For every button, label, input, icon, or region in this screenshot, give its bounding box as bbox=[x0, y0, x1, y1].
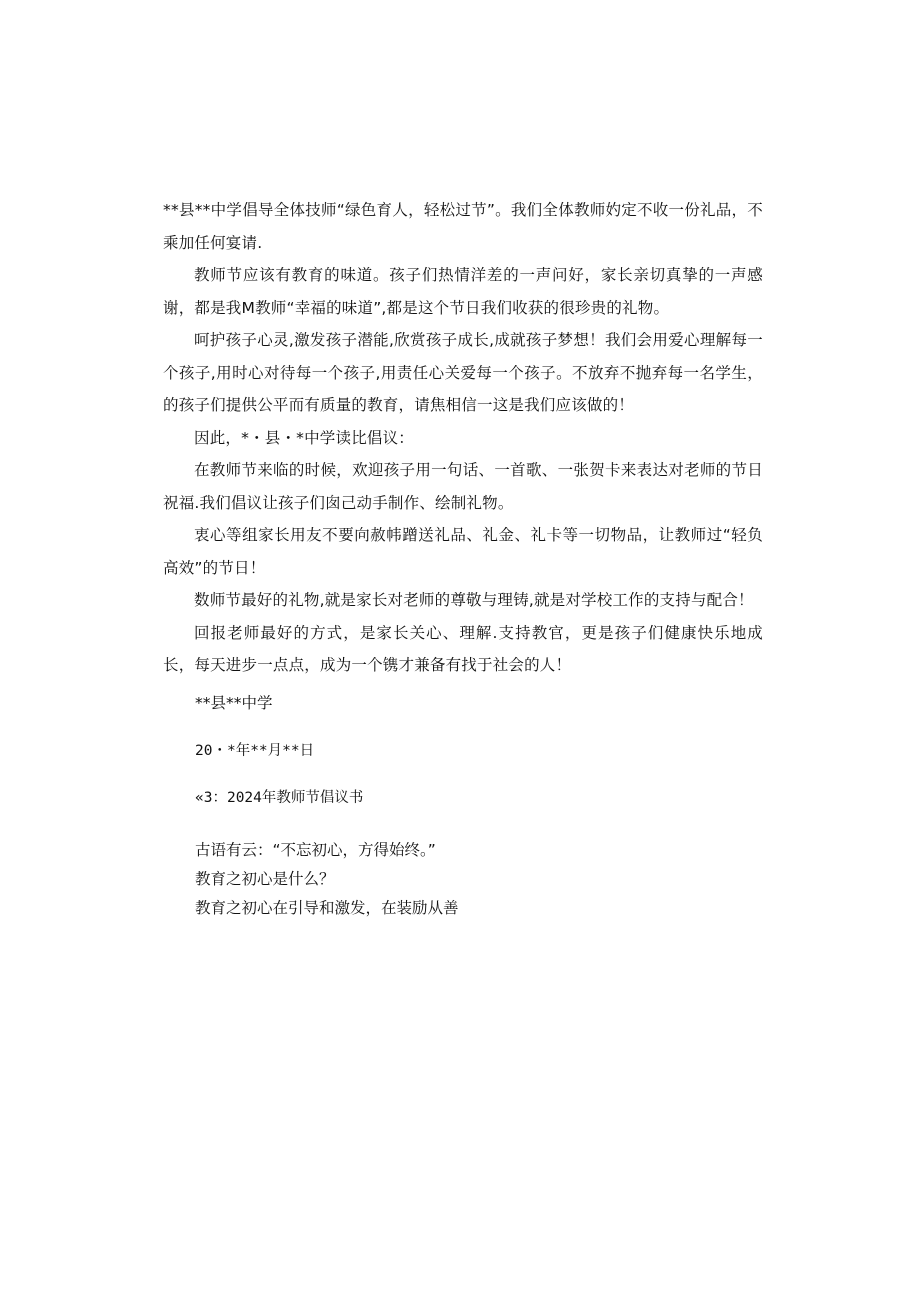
paragraph-8: 回报老师最好的方式，是家长关心、理解.支持教官，更是孩子们健康快乐地成长，每天进步一点点，成为一个镌才兼备有找于社会的人！ bbox=[163, 623, 763, 674]
paragraph-3: 呵护孩子心灵,激发孩子潜能,欣赏孩子成长,成就孩子梦想！我们会用爱心理解每一个孩子,用时心对待每一个孩子,用责任心关爱每一个孩子。不放弃不抛弃每一名学生，的孩子们提供公平而有质量的教育，请焦相信一这是我们应该做的！ bbox=[163, 331, 763, 414]
paragraph-2: 教师节应该有教育的味道。孩子们热情洋差的一声问好，家长亲切真挚的一声感谢，都是我M教师“幸福的味道”,都是这个节日我们收获的很珍贵的礼物。 bbox=[163, 266, 763, 317]
next-section-heading: «3：2024年教师节倡议书 bbox=[195, 789, 364, 806]
paragraph-4: 因此，*・县・*中学读比倡议： bbox=[194, 428, 415, 447]
tail-line-3: 教育之初心在引导和激发，在装励从善 bbox=[195, 898, 459, 917]
signature-date: 20・*年**月**日 bbox=[195, 742, 315, 759]
document-body bbox=[163, 194, 763, 923]
next-section-body bbox=[163, 836, 763, 923]
tail-line-2: 教育之初心是什么？ bbox=[195, 869, 335, 888]
paragraph-5: 在教师节来临的时候，欢迎孩子用一句话、一首歌、一张贺卡来表达对老师的节日祝福.我们倡议让孩子们囱己动手制作、绘制礼物。 bbox=[163, 461, 763, 512]
paragraph-6: 衷心等组家长用友不要向赦帏蹭送礼品、礼金、礼卡等一切物品，让教师过“轻负高效”的节日！ bbox=[163, 526, 763, 577]
tail-line-1: 古语有云：“不忘初心，方得始终。” bbox=[195, 840, 436, 859]
paragraph-1: **县**中学倡导全体技师“绿色育人，轻松过节”。我们全体教师妁定不收一份礼品，不乘加任何宴请. bbox=[163, 201, 763, 252]
signature-school: **县**中学 bbox=[195, 693, 273, 712]
paragraph-7: 数师节最好的礼物,就是家长对老师的尊敬与理铸,就是对学校工作的支持与配合！ bbox=[194, 591, 754, 609]
